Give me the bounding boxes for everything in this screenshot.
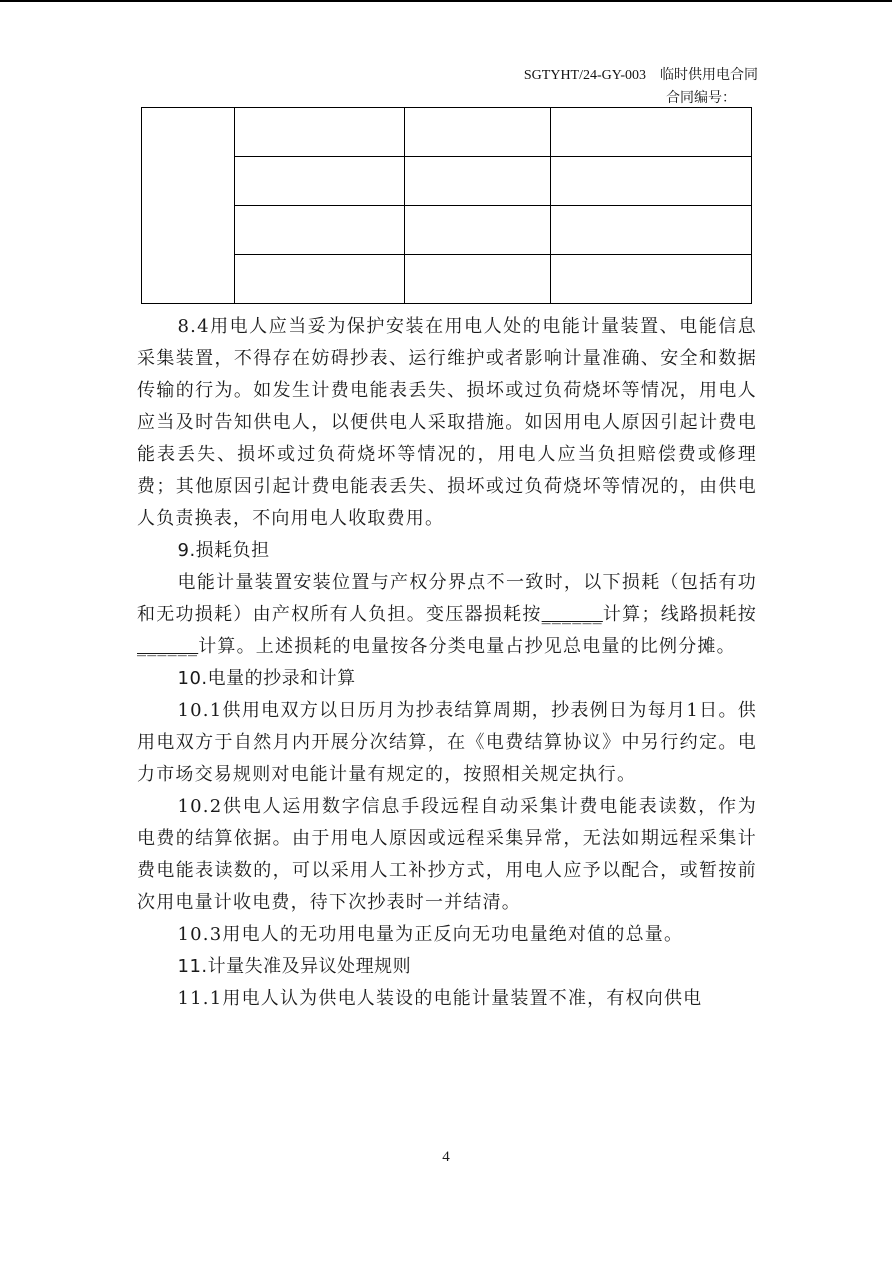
paragraph-9-part: 电能计量装置安装位置与产权分界点不一致时，以下损耗（包括有功和无功损耗）由产权所有人负担。变压器损耗按 [137, 572, 757, 625]
header-line-1 [524, 64, 758, 87]
table-cell [405, 157, 551, 206]
fill-blank: ______ [137, 636, 199, 657]
fill-blank: ______ [541, 604, 603, 625]
paragraph-10-3: 10.3用电人的无功用电量为正反向无功电量绝对值的总量。 [177, 924, 684, 945]
meter-table [141, 107, 752, 304]
paragraph-9 [137, 567, 757, 663]
table-cell [405, 255, 551, 304]
heading-10: 10.电量的抄录和计算 [177, 668, 356, 689]
table-row [142, 108, 752, 157]
document-body [137, 311, 757, 1015]
table-cell [235, 157, 405, 206]
table-cell [551, 206, 752, 255]
table-cell [405, 206, 551, 255]
table-cell [551, 157, 752, 206]
page-number: 4 [442, 1149, 450, 1165]
paragraph-9-part: 计算。上述损耗的电量按各分类电量占抄见总电量的比例分摊。 [198, 636, 736, 657]
contract-no-label: 合同编号： [666, 90, 736, 106]
paragraph-10-1: 10.1供用电双方以日历月为抄表结算周期，抄表例日为每月1日。供用电双方于自然月内开展分次结算，在《电费结算协议》中另行约定。电力市场交易规则对电能计量有规定的，按照相关规定执行。 [137, 700, 757, 785]
document-header [524, 64, 758, 109]
paragraph-10-2: 10.2供电人运用数字信息手段远程自动采集计费电能表读数，作为电费的结算依据。由于用电人原因或远程采集异常，无法如期远程采集计费电能表读数的，可以采用人工补抄方式，用电人应予以配合，或暂按前次用电量计收电费，待下次抄表时一并结清。 [137, 796, 757, 913]
paragraph-8-4: 8.4用电人应当妥为保护安装在用电人处的电能计量装置、电能信息采集装置，不得存在妨碍抄表、运行维护或者影响计量准确、安全和数据传输的行为。如发生计费电能表丢失、损坏或过负荷烧坏等情况，用电人应当及时告知供电人，以便供电人采取措施。如因用电人原因引起计费电能表丢失、损坏或过负荷烧坏等情况的，用电人应当负担赔偿费或修理费；其他原因引起计费电能表丢失、损坏或过负荷烧坏等情况的，由供电人负责换表，不向用电人收取费用。 [137, 316, 757, 529]
table-cell [235, 108, 405, 157]
table-cell [142, 108, 235, 304]
paragraph-11-1: 11.1用电人认为供电人装设的电能计量装置不准，有权向供电 [177, 988, 703, 1009]
table-cell [551, 255, 752, 304]
heading-9: 9.损耗负担 [177, 540, 270, 561]
doc-code: SGTYHT/24-GY-003 [523, 68, 646, 83]
table-cell [235, 255, 405, 304]
table-cell [405, 108, 551, 157]
paragraph-9-part: 计算；线路损耗按 [602, 604, 757, 625]
table-cell [235, 206, 405, 255]
top-border [0, 0, 892, 2]
doc-title: 临时供用电合同 [660, 67, 758, 83]
table-cell [551, 108, 752, 157]
heading-11: 11.计量失准及异议处理规则 [177, 956, 412, 977]
